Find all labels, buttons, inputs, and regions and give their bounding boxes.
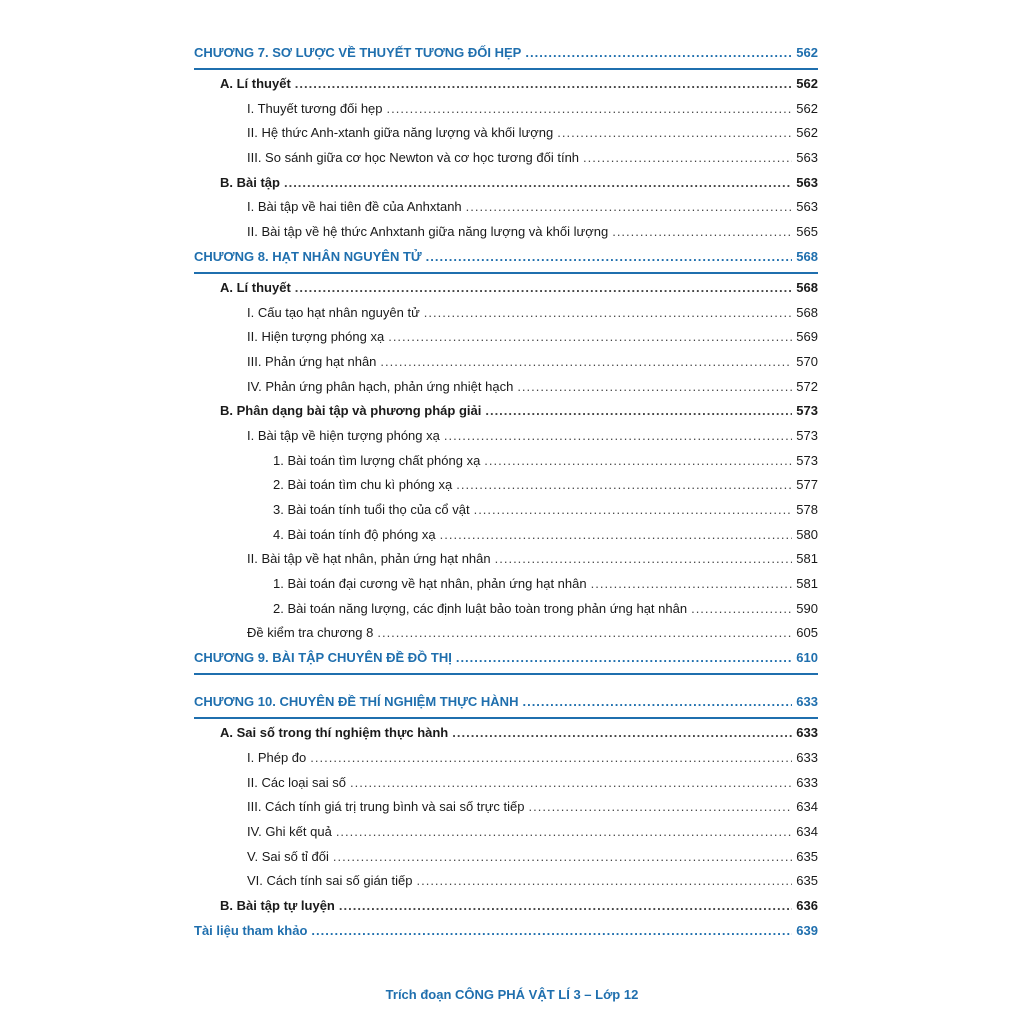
toc-page-number: 581 [796,576,818,592]
dot-leader [339,898,792,913]
dot-leader [591,576,793,591]
toc-page-number: 639 [796,922,818,938]
toc-subsection-row [194,428,818,453]
dot-leader [495,551,793,566]
toc-page-number: 633 [796,749,818,765]
toc-entry-title: IV. Ghi kết quả [247,823,332,839]
toc-page-number: 573 [796,452,818,468]
toc-entry-title: II. Bài tập về hạt nhân, phản ứng hạt nhân [247,551,491,567]
toc-entry-title: A. Lí thuyết [220,279,291,295]
toc-entry-title: CHƯƠNG 10. CHUYÊN ĐỀ THÍ NGHIỆM THỰC HÀNH [194,694,519,710]
toc-entry-title: III. So sánh giữa cơ học Newton và cơ học tương đối tính [247,150,580,166]
toc-references-row [194,923,818,948]
toc-subsection-row [194,551,818,576]
toc-chapter-row [194,45,818,70]
toc-page-number: 573 [796,427,818,443]
toc-section-row [194,403,818,428]
toc-item-row [194,576,818,601]
toc-entry-title: 3. Bài toán tính tuổi thọ của cổ vật [273,502,470,517]
toc-page-number: 563 [796,199,818,215]
toc-entry-title: CHƯƠNG 9. BÀI TẬP CHUYÊN ĐỀ ĐỒ THỊ [194,650,452,666]
toc-chapter-row [194,249,818,274]
toc-entry-title: 1. Bài toán tìm lượng chất phóng xạ [273,452,481,468]
toc-page-number: 573 [796,403,818,419]
dot-leader [456,650,792,665]
dot-leader [387,101,793,116]
dot-leader [444,428,792,443]
toc-entry-title: III. Phản ứng hạt nhân [247,353,377,369]
toc-page-number: 581 [796,551,818,567]
toc-entry-title: II. Hiện tượng phóng xạ [247,329,385,345]
section-spacer [194,681,818,694]
toc-entry-title: B. Bài tập tự luyện [220,897,335,913]
toc-section-row [194,725,818,750]
toc-page-number: 562 [796,76,818,91]
toc-entry-title: B. Bài tập [220,174,280,190]
toc-page-number: 570 [796,353,818,369]
dot-leader [295,76,793,91]
toc-page-number: 568 [796,248,818,264]
table-of-contents [194,45,818,947]
toc-subsection-row [194,750,818,775]
toc-page-number: 590 [796,600,818,616]
toc-page-number: 605 [796,625,818,641]
toc-page-number: 562 [796,125,818,141]
dot-leader [311,923,792,938]
toc-page-number: 635 [796,873,818,889]
toc-entry-title: VI. Cách tính sai số gián tiếp [247,873,413,889]
toc-entry-title: A. Lí thuyết [220,76,291,91]
dot-leader [529,799,793,814]
dot-leader [517,379,792,394]
dot-leader [310,750,792,765]
toc-subsection-row [194,625,818,650]
toc-entry-title: 1. Bài toán đại cương về hạt nhân, phản ứng hạt nhân [273,576,587,592]
toc-entry-title: Tài liệu tham khảo [194,922,308,938]
toc-chapter-row [194,694,818,719]
toc-entry-title: A. Sai số trong thí nghiệm thực hành [220,725,449,741]
dot-leader [333,849,792,864]
toc-entry-title: I. Cấu tạo hạt nhân nguyên tử [247,304,420,320]
toc-entry-title: II. Các loại sai số [247,774,346,790]
toc-subsection-row [194,125,818,150]
toc-entry-title: IV. Phản ứng phân hạch, phản ứng nhiệt hạch [247,378,514,394]
toc-entry-title: Đề kiểm tra chương 8 [247,625,374,641]
dot-leader [416,873,792,888]
dot-leader [452,725,792,740]
toc-subsection-row [194,354,818,379]
toc-subsection-row [194,379,818,404]
toc-page-number: 635 [796,848,818,864]
dot-leader [377,625,792,640]
toc-page-number: 633 [796,725,818,741]
toc-subsection-row [194,775,818,800]
dot-leader [426,249,793,264]
dot-leader [388,329,792,344]
toc-page-number: 634 [796,823,818,839]
toc-subsection-row [194,224,818,249]
toc-item-row [194,502,818,527]
dot-leader [466,199,793,214]
dot-leader [295,280,793,295]
toc-section-row [194,280,818,305]
toc-page-number: 636 [796,897,818,913]
toc-page-number: 569 [796,329,818,345]
toc-entry-title: 2. Bài toán tìm chu kì phóng xạ [273,477,453,493]
dot-leader [336,824,792,839]
dot-leader [424,305,793,320]
toc-page-number: 610 [796,650,818,666]
toc-page-number: 580 [796,526,818,542]
toc-subsection-row [194,305,818,330]
toc-entry-title: V. Sai số tỉ đối [247,848,329,864]
toc-subsection-row [194,101,818,126]
toc-page-number: 633 [796,694,818,710]
dot-leader [485,403,792,418]
dot-leader [380,354,792,369]
toc-page-number: 578 [796,502,818,517]
dot-leader [440,527,793,542]
toc-subsection-row [194,799,818,824]
toc-entry-title: 4. Bài toán tính độ phóng xạ [273,526,436,542]
dot-leader [484,453,792,468]
toc-subsection-row [194,873,818,898]
toc-page-number: 568 [796,279,818,295]
toc-page-number: 562 [796,45,818,60]
dot-leader [456,477,792,492]
toc-section-row [194,76,818,101]
toc-chapter-row [194,650,818,675]
toc-page-number: 563 [796,174,818,190]
page-footer: Trích đoạn CÔNG PHÁ VẬT LÍ 3 – Lớp 12 [385,987,639,1002]
toc-entry-title: I. Bài tập về hiện tượng phóng xạ [247,427,440,443]
toc-entry-title: CHƯƠNG 7. SƠ LƯỢC VỀ THUYẾT TƯƠNG ĐỐI HẸP [194,45,522,60]
dot-leader [474,502,793,517]
toc-page-number: 565 [796,224,818,240]
dot-leader [691,601,792,616]
toc-page-number: 577 [796,477,818,493]
toc-entry-title: CHƯƠNG 8. HẠT NHÂN NGUYÊN TỬ [194,248,422,264]
toc-section-row [194,898,818,923]
toc-subsection-row [194,150,818,175]
toc-page-number: 563 [796,150,818,166]
toc-section-row [194,175,818,200]
dot-leader [522,694,792,709]
dot-leader [583,150,792,165]
toc-item-row [194,477,818,502]
toc-entry-title: I. Bài tập về hai tiên đề của Anhxtanh [247,199,462,215]
dot-leader [525,45,792,60]
toc-page-number: 562 [796,100,818,116]
toc-entry-title: II. Bài tập về hệ thức Anhxtanh giữa năng lượng và khối lượng [247,224,609,240]
dot-leader [284,175,792,190]
toc-subsection-row [194,849,818,874]
dot-leader [612,224,792,239]
toc-subsection-row [194,329,818,354]
toc-item-row [194,527,818,552]
toc-entry-title: I. Thuyết tương đối hẹp [247,100,383,116]
dot-leader [350,775,792,790]
toc-entry-title: III. Cách tính giá trị trung bình và sai số trực tiếp [247,799,525,815]
toc-subsection-row [194,824,818,849]
toc-page-number: 572 [796,378,818,394]
toc-page-number: 568 [796,304,818,320]
toc-page-number: 634 [796,799,818,815]
toc-subsection-row [194,199,818,224]
toc-page-number: 633 [796,774,818,790]
toc-entry-title: 2. Bài toán năng lượng, các định luật bảo toàn trong phản ứng hạt nhân [273,600,688,616]
toc-entry-title: II. Hệ thức Anh-xtanh giữa năng lượng và khối lượng [247,125,554,141]
toc-item-row [194,601,818,626]
toc-entry-title: B. Phân dạng bài tập và phương pháp giải [220,403,482,419]
toc-item-row [194,453,818,478]
toc-entry-title: I. Phép đo [247,749,307,765]
dot-leader [557,125,792,140]
